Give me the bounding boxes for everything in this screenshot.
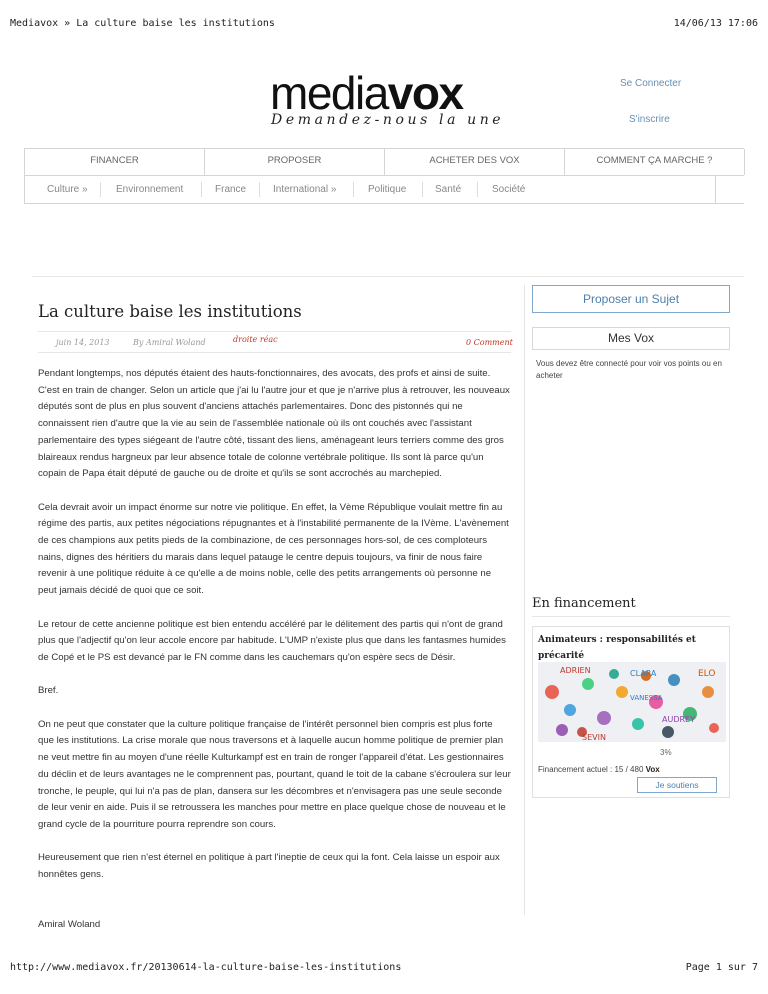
- article-paragraph: Heureusement que rien n'est éternel en politique à part l'ineptie de ceux qui la font. Cela laisse un espoir aux honnêtes gens.: [38, 852, 500, 881]
- nav-divider: [353, 182, 354, 197]
- column-divider: [524, 285, 525, 915]
- main-nav: [24, 148, 744, 176]
- signup-link[interactable]: S'inscrire: [629, 114, 670, 125]
- image-word: ADRIEN: [560, 666, 591, 675]
- image-word: SEVIN: [582, 733, 606, 742]
- site-tagline: Demandez-nous la une: [271, 112, 505, 128]
- project-title[interactable]: Animateurs : responsabilités et précarité: [538, 635, 696, 661]
- article-body: [38, 366, 511, 950]
- support-button[interactable]: Je soutiens: [637, 777, 717, 793]
- login-link[interactable]: Se Connecter: [620, 78, 682, 89]
- article-paragraph: On ne peut que constater que la culture politique française de l'intérêt personnel bien compris est plus forte que les institutions. La crise morale que nous traversons et à laquelle aucun homme politique de premier plan ne veut mettre fin au moyen d'une réelle Kulturkampf est en train de ronger l'appareil d'état. Les gestionnaires du déclin et de leurs avantages ne le comprennent pas, pourtant, quand le toit de la cabane s'écroulera sur leur tronche, le peuple, qui lui n'a pas de plan, dansera sur les décombres et n'envisagera pas une seule seconde de leur venir en aide. Puis il se retroussera les manches pour mettre en place quelque chose de nouveau et le grand cycle de la pourriture pourra reprendre son cours.: [38, 718, 511, 830]
- content-divider: [32, 276, 744, 277]
- meta-divider: [38, 352, 511, 353]
- nav-proposer[interactable]: PROPOSER: [205, 149, 385, 175]
- funding-percent: 3%: [660, 748, 672, 757]
- mes-vox-text: Vous devez être connecté pour voir vos points ou en acheter: [536, 359, 722, 380]
- nav-divider: [477, 182, 478, 197]
- category-societe[interactable]: Société: [492, 184, 526, 195]
- financing-title: En financement: [532, 596, 636, 611]
- nav-divider: [422, 182, 423, 197]
- nav-divider: [100, 182, 101, 197]
- logo-light-text: media: [270, 67, 388, 119]
- print-footer-page: Page 1 sur 7: [685, 962, 758, 973]
- article-paragraph: Bref.: [38, 685, 59, 697]
- financing-divider: [532, 616, 730, 617]
- category-nav: [24, 176, 744, 204]
- nav-divider: [259, 182, 260, 197]
- project-image[interactable]: [538, 662, 726, 742]
- image-word: VANESSA: [630, 694, 663, 702]
- nav-divider: [201, 182, 202, 197]
- site-logo[interactable]: [270, 67, 463, 119]
- nav-comment-ca-marche[interactable]: COMMENT ÇA MARCHE ?: [565, 149, 745, 175]
- print-header-title: Mediavox » La culture baise les institutions: [10, 18, 275, 29]
- category-politique[interactable]: Politique: [368, 184, 407, 195]
- article-paragraph: Pendant longtemps, nos députés étaient des hauts-fonctionnaires, des avocats, des profs et ainsi de suite. C'est en train de changer. Selon un article que j'ai lu l'autre jour et que je n'arrive plus à retrouver, les nouveaux députés sont de plus en plus souvent d'anciens attachés parlementaires. Donc des pistonnés qui ne connaissent rien d'autre que la vie au sein de l'assemblée nationale où ils ont couchés avec l'assistant parlementaire des types siégeant de l'autre côté, tissant des liens, aménageant leurs terriers comme des gros blaireaux rendus hargneux par leur absence totale de colonne vertébrale politique. Ils sont là parce qu'un copain de Papa était député de gauche ou de droite et qu'ils se sont accrochés au marchepied.: [38, 368, 510, 480]
- article-signature: Amiral Woland: [38, 918, 101, 930]
- article-paragraph: Le retour de cette ancienne politique est bien entendu accéléré par le délitement des partis qui n'ont de grand plus que l'adjectif qu'on leur accole encore par habitude. L'UMP n'existe plus que dans les fantasmes humides de Copé et le PS est devancé par le FN comme dans les cauchemars qu'on espère secs de Désir.: [38, 618, 506, 663]
- propose-subject-button[interactable]: Proposer un Sujet: [532, 285, 730, 313]
- print-header-datetime: 14/06/13 17:06: [673, 18, 758, 29]
- title-divider: [38, 331, 511, 332]
- article-paragraph: Cela devrait avoir un impact énorme sur notre vie politique. En effet, la Vème République voulait mettre fin au régime des partis, aux petites négociations répugnantes et à l'instabilité permanente de la IVème. L'avènement de ces champions aux petits pieds de la combinazione, de ces personnages hors-sol, de ces comploteurs nains, dignes des héritiers du marais dans lequel patauge le centre depuis toujours, va finir de nous faire revenir à une politique réduite à ce qu'elle a de moins noble, celle des petits arrangements où personne ne peut jamais décidé de quoi que ce soit.: [38, 501, 509, 597]
- category-environnement[interactable]: Environnement: [116, 184, 184, 195]
- article-title: La culture baise les institutions: [38, 302, 302, 321]
- image-word: AUDREY: [662, 715, 695, 724]
- print-footer-url: http://www.mediavox.fr/20130614-la-culture-baise-les-institutions: [10, 962, 402, 973]
- funding-unit: Vox: [645, 765, 660, 774]
- article-date: juin 14, 2013: [56, 338, 110, 347]
- mes-vox-title: Mes Vox: [532, 327, 730, 350]
- category-france[interactable]: France: [215, 184, 247, 195]
- funding-label: Financement actuel : 15 / 480: [538, 765, 644, 774]
- funding-status: [538, 765, 660, 774]
- nav-end-box: [715, 176, 745, 203]
- logo-bold-text: vox: [387, 67, 463, 119]
- image-word: CLARA: [630, 669, 657, 678]
- article-category[interactable]: droite réac: [233, 335, 278, 344]
- article-author[interactable]: By Amiral Woland: [133, 338, 206, 347]
- category-culture[interactable]: Culture »: [47, 184, 88, 195]
- category-sante[interactable]: Santé: [435, 184, 462, 195]
- nav-financer[interactable]: FINANCER: [25, 149, 205, 175]
- article-comments[interactable]: 0 Comment: [466, 338, 513, 347]
- category-international[interactable]: International »: [273, 184, 337, 195]
- nav-acheter-vox[interactable]: ACHETER DES VOX: [385, 149, 565, 175]
- image-word: ELO: [698, 669, 716, 679]
